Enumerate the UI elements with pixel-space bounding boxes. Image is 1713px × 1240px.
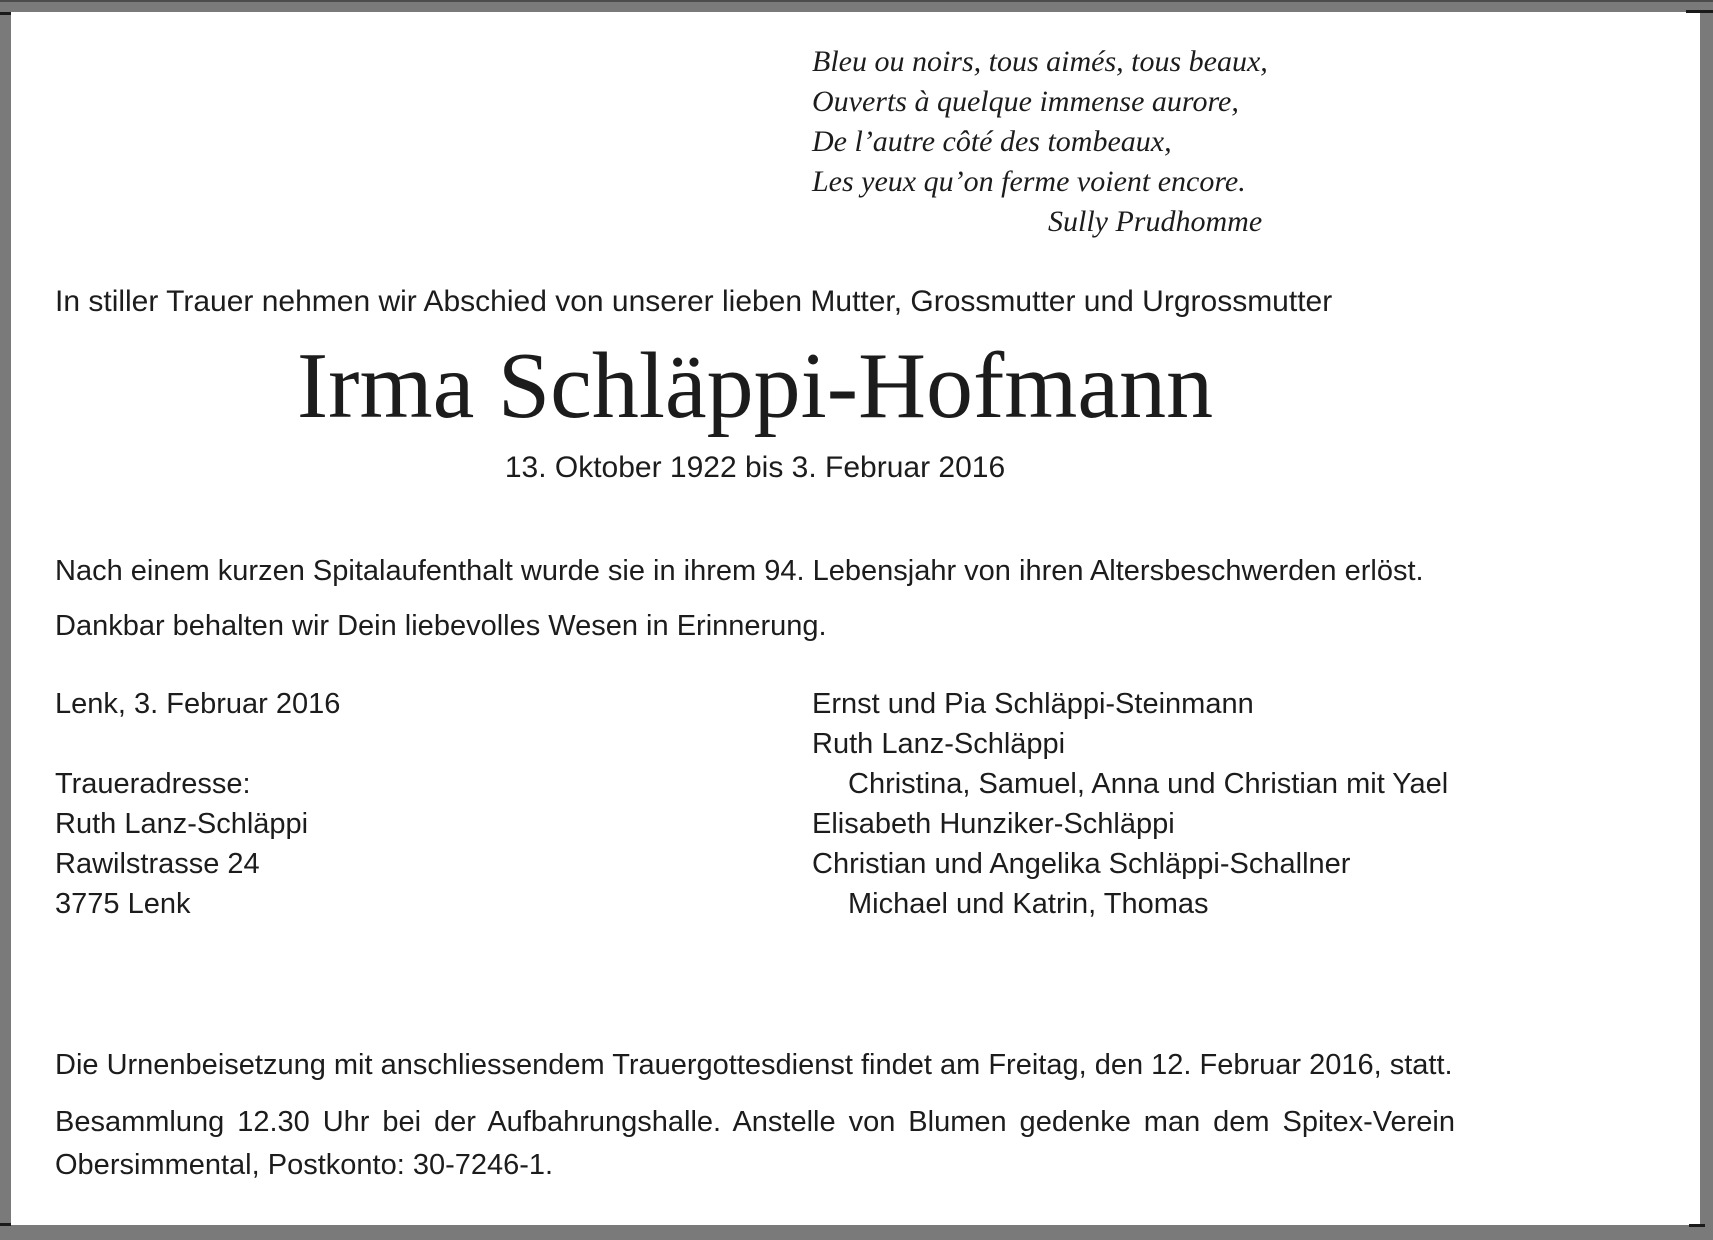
body-line: Dankbar behalten wir Dein liebevolles Wesen in Erinnerung. bbox=[55, 610, 827, 642]
body-paragraph bbox=[55, 544, 1455, 654]
family-member: Elisabeth Hunziker-Schläppi bbox=[812, 808, 1175, 840]
frame-accent-top-right bbox=[1686, 10, 1713, 13]
deceased-name: Irma Schläppi-Hofmann bbox=[296, 334, 1214, 438]
notice-content bbox=[55, 0, 1455, 1187]
frame-right bbox=[1700, 12, 1713, 1240]
frame-accent-top-left bbox=[0, 12, 11, 15]
address-line: Rawilstrasse 24 bbox=[55, 848, 260, 880]
address-label: Traueradresse: bbox=[55, 768, 251, 800]
family-member: Ruth Lanz-Schläppi bbox=[812, 728, 1066, 760]
spacer-row bbox=[55, 724, 812, 764]
address-line: Ruth Lanz-Schläppi bbox=[55, 808, 309, 840]
left-column bbox=[55, 684, 812, 924]
family-member: Christian und Angelika Schläppi-Schallner bbox=[812, 848, 1351, 880]
columns-section bbox=[55, 684, 1455, 924]
poem-line: Les yeux qu’on ferme voient encore. bbox=[812, 165, 1246, 198]
poem-line: De l’autre côté des tombeaux, bbox=[812, 125, 1172, 158]
poem-attribution: Sully Prudhomme bbox=[1048, 205, 1263, 238]
frame-accent-bottom-left bbox=[0, 1223, 11, 1226]
funeral-announcement: Die Urnenbeisetzung mit anschliessendem Trauergottesdienst findet am Freitag, den 12. Februar 2016, statt. bbox=[55, 1049, 1453, 1081]
poem-line: Bleu ou noirs, tous aimés, tous beaux, bbox=[812, 45, 1268, 78]
body-line: Nach einem kurzen Spitalaufenthalt wurde sie in ihrem 94. Lebensjahr von ihren Altersbeschwerden erlöst. bbox=[55, 555, 1424, 587]
frame-left bbox=[0, 12, 11, 1225]
life-dates: 13. Oktober 1922 bis 3. Februar 2016 bbox=[504, 451, 1006, 484]
intro-line: In stiller Trauer nehmen wir Abschied von unserer lieben Mutter, Grossmutter und Urgrossmutter bbox=[55, 285, 1333, 318]
address-line: 3775 Lenk bbox=[55, 888, 191, 920]
place-date: Lenk, 3. Februar 2016 bbox=[55, 688, 341, 720]
funeral-details: Besammlung 12.30 Uhr bei der Aufbahrungshalle. Anstelle von Blumen gedenke man dem Spitex-Verein Obersimmental, Postkonto: 30-7246-1. bbox=[55, 1106, 1455, 1181]
funeral-section bbox=[55, 1044, 1455, 1187]
poem bbox=[812, 42, 1455, 242]
family-member: Michael und Katrin, Thomas bbox=[848, 888, 1209, 920]
family-member: Christina, Samuel, Anna und Christian mit Yael bbox=[848, 768, 1449, 800]
family-column bbox=[812, 684, 1455, 924]
family-member: Ernst und Pia Schläppi-Steinmann bbox=[812, 688, 1254, 720]
poem-line: Ouverts à quelque immense aurore, bbox=[812, 85, 1239, 118]
frame-accent-bottom-right bbox=[1689, 1224, 1705, 1227]
frame-bottom bbox=[0, 1225, 1713, 1240]
